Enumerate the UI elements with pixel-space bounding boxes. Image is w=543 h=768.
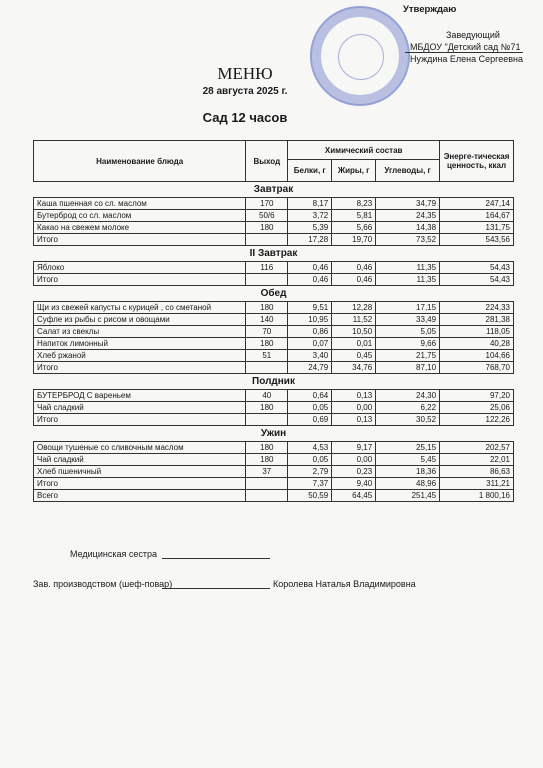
table-row bbox=[34, 338, 514, 350]
approval-name: Нуждина Елена Сергеевна bbox=[410, 54, 523, 64]
chef-label: Зав. производством (шеф-повар) bbox=[33, 579, 173, 589]
section-title: Ужин bbox=[34, 426, 514, 442]
col-chem: Химический состав bbox=[288, 141, 440, 160]
cell: 17,15 bbox=[376, 302, 440, 314]
cell: 40 bbox=[246, 390, 288, 402]
cell: 0,46 bbox=[332, 274, 376, 286]
cell: 9,51 bbox=[288, 302, 332, 314]
cell: Итого bbox=[34, 234, 246, 246]
cell bbox=[246, 274, 288, 286]
cell: 25,06 bbox=[440, 402, 514, 414]
cell: 54,43 bbox=[440, 262, 514, 274]
cell: 24,30 bbox=[376, 390, 440, 402]
cell: Суфле из рыбы с рисом и овощами bbox=[34, 314, 246, 326]
cell: 768,70 bbox=[440, 362, 514, 374]
cell: 180 bbox=[246, 442, 288, 454]
cell: 70 bbox=[246, 326, 288, 338]
cell: 170 bbox=[246, 198, 288, 210]
table-row bbox=[34, 262, 514, 274]
cell: 543,56 bbox=[440, 234, 514, 246]
cell: 19,70 bbox=[332, 234, 376, 246]
cell: 104,66 bbox=[440, 350, 514, 362]
cell: Каша пшенная со сл. маслом bbox=[34, 198, 246, 210]
table-row bbox=[34, 302, 514, 314]
cell: 50,59 bbox=[288, 490, 332, 502]
cell: 21,75 bbox=[376, 350, 440, 362]
cell: 9,40 bbox=[332, 478, 376, 490]
cell bbox=[246, 414, 288, 426]
cell: 1 800,16 bbox=[440, 490, 514, 502]
cell: 50/6 bbox=[246, 210, 288, 222]
menu-date: 28 августа 2025 г. bbox=[202, 86, 288, 97]
cell: 0,01 bbox=[332, 338, 376, 350]
cell: 34,76 bbox=[332, 362, 376, 374]
cell: 37 bbox=[246, 466, 288, 478]
cell: Яблоко bbox=[34, 262, 246, 274]
cell: 5,45 bbox=[376, 454, 440, 466]
cell: 0,00 bbox=[332, 402, 376, 414]
cell: 3,40 bbox=[288, 350, 332, 362]
table-row bbox=[34, 442, 514, 454]
cell: 180 bbox=[246, 222, 288, 234]
table-row bbox=[34, 222, 514, 234]
cell: Щи из свежей капусты с курицей , со сметаной bbox=[34, 302, 246, 314]
cell: 17,28 bbox=[288, 234, 332, 246]
cell: 0,07 bbox=[288, 338, 332, 350]
cell: 54,43 bbox=[440, 274, 514, 286]
cell: 0,69 bbox=[288, 414, 332, 426]
cell: 0,46 bbox=[332, 262, 376, 274]
total-row bbox=[34, 478, 514, 490]
total-row bbox=[34, 414, 514, 426]
cell: Итого bbox=[34, 362, 246, 374]
total-row bbox=[34, 274, 514, 286]
page-title: МЕНЮ bbox=[217, 64, 273, 83]
table-row bbox=[34, 326, 514, 338]
section-header bbox=[34, 182, 514, 198]
cell: 12,28 bbox=[332, 302, 376, 314]
cell: 0,13 bbox=[332, 390, 376, 402]
nurse-signature-line bbox=[162, 548, 270, 559]
cell: 180 bbox=[246, 402, 288, 414]
cell: 6,22 bbox=[376, 402, 440, 414]
cell: 30,52 bbox=[376, 414, 440, 426]
cell: 11,52 bbox=[332, 314, 376, 326]
cell: 202,57 bbox=[440, 442, 514, 454]
grand-total-row bbox=[34, 490, 514, 502]
cell: Всего bbox=[34, 490, 246, 502]
cell: 51 bbox=[246, 350, 288, 362]
cell: 14,38 bbox=[376, 222, 440, 234]
cell: 0,64 bbox=[288, 390, 332, 402]
cell: 251,45 bbox=[376, 490, 440, 502]
cell: Итого bbox=[34, 414, 246, 426]
cell: 87,10 bbox=[376, 362, 440, 374]
cell: 48,96 bbox=[376, 478, 440, 490]
cell: Итого bbox=[34, 478, 246, 490]
cell: 24,35 bbox=[376, 210, 440, 222]
table-row bbox=[34, 198, 514, 210]
cell: 164,67 bbox=[440, 210, 514, 222]
cell: 5,66 bbox=[332, 222, 376, 234]
cell: 73,52 bbox=[376, 234, 440, 246]
cell: Какао на свежем молоке bbox=[34, 222, 246, 234]
table-row bbox=[34, 454, 514, 466]
cell: 24,79 bbox=[288, 362, 332, 374]
cell: 86,63 bbox=[440, 466, 514, 478]
cell: 40,28 bbox=[440, 338, 514, 350]
cell: 0,00 bbox=[332, 454, 376, 466]
cell: 0,05 bbox=[288, 454, 332, 466]
cell bbox=[246, 490, 288, 502]
cell: 122,26 bbox=[440, 414, 514, 426]
total-row bbox=[34, 362, 514, 374]
col-carbs: Углеводы, г bbox=[376, 160, 440, 182]
approval-position: Заведующий bbox=[446, 30, 500, 40]
nurse-label: Медицинская сестра bbox=[70, 549, 157, 559]
section-title: Обед bbox=[34, 286, 514, 302]
section-title: Полдник bbox=[34, 374, 514, 390]
total-row bbox=[34, 234, 514, 246]
cell: 7,37 bbox=[288, 478, 332, 490]
cell: 4,53 bbox=[288, 442, 332, 454]
cell: Овощи тушеные со сливочным маслом bbox=[34, 442, 246, 454]
section-header bbox=[34, 286, 514, 302]
section-title: Завтрак bbox=[34, 182, 514, 198]
cell: 5,39 bbox=[288, 222, 332, 234]
table-row bbox=[34, 314, 514, 326]
cell: 180 bbox=[246, 454, 288, 466]
cell: 9,66 bbox=[376, 338, 440, 350]
cell: 180 bbox=[246, 302, 288, 314]
cell: Итого bbox=[34, 274, 246, 286]
cell: 9,17 bbox=[332, 442, 376, 454]
section-title: II Завтрак bbox=[34, 246, 514, 262]
chef-signature-line bbox=[162, 578, 270, 589]
cell: 281,38 bbox=[440, 314, 514, 326]
cell: 64,45 bbox=[332, 490, 376, 502]
section-header bbox=[34, 426, 514, 442]
cell: Салат из свеклы bbox=[34, 326, 246, 338]
cell: БУТЕРБРОД С вареньем bbox=[34, 390, 246, 402]
cell: Чай сладкий bbox=[34, 402, 246, 414]
col-output: Выход bbox=[246, 141, 288, 182]
approval-org: МБДОУ "Детский сад №71 bbox=[410, 42, 521, 52]
cell: 18,36 bbox=[376, 466, 440, 478]
table-row bbox=[34, 466, 514, 478]
cell: 25,15 bbox=[376, 442, 440, 454]
cell: 2,79 bbox=[288, 466, 332, 478]
cell: 34,79 bbox=[376, 198, 440, 210]
cell: 10,50 bbox=[332, 326, 376, 338]
col-dish: Наименование блюда bbox=[34, 141, 246, 182]
cell: Бутерброд со сл. маслом bbox=[34, 210, 246, 222]
cell bbox=[246, 478, 288, 490]
cell: 97,20 bbox=[440, 390, 514, 402]
cell: 131,75 bbox=[440, 222, 514, 234]
cell: 247,14 bbox=[440, 198, 514, 210]
cell: 0,46 bbox=[288, 262, 332, 274]
cell: 5,05 bbox=[376, 326, 440, 338]
cell: 11,35 bbox=[376, 262, 440, 274]
table-row bbox=[34, 350, 514, 362]
cell: 140 bbox=[246, 314, 288, 326]
cell bbox=[246, 234, 288, 246]
cell: 0,05 bbox=[288, 402, 332, 414]
col-energy: Энерге-тическая ценность, ккал bbox=[440, 141, 514, 182]
cell: 116 bbox=[246, 262, 288, 274]
cell: 0,86 bbox=[288, 326, 332, 338]
table-row bbox=[34, 402, 514, 414]
cell: 311,21 bbox=[440, 478, 514, 490]
menu-table bbox=[33, 140, 514, 502]
cell: 5,81 bbox=[332, 210, 376, 222]
cell: Хлеб пшеничный bbox=[34, 466, 246, 478]
cell: 33,49 bbox=[376, 314, 440, 326]
cell: Напиток лимонный bbox=[34, 338, 246, 350]
cell: 22,01 bbox=[440, 454, 514, 466]
chef-name: Королева Наталья Владимировна bbox=[273, 579, 416, 589]
cell: 0,45 bbox=[332, 350, 376, 362]
group-name: Сад 12 часов bbox=[202, 110, 288, 125]
cell: 8,23 bbox=[332, 198, 376, 210]
cell: 0,46 bbox=[288, 274, 332, 286]
approval-line bbox=[405, 52, 523, 53]
section-header bbox=[34, 374, 514, 390]
cell: Хлеб ржаной bbox=[34, 350, 246, 362]
col-protein: Белки, г bbox=[288, 160, 332, 182]
cell bbox=[246, 362, 288, 374]
official-stamp bbox=[310, 6, 410, 106]
cell: 3,72 bbox=[288, 210, 332, 222]
cell: 224,33 bbox=[440, 302, 514, 314]
section-header bbox=[34, 246, 514, 262]
col-fat: Жиры, г bbox=[332, 160, 376, 182]
cell: 10,95 bbox=[288, 314, 332, 326]
approval-title: Утверждаю bbox=[403, 4, 457, 15]
cell: 0,13 bbox=[332, 414, 376, 426]
table-row bbox=[34, 390, 514, 402]
cell: 0,23 bbox=[332, 466, 376, 478]
cell: 8,17 bbox=[288, 198, 332, 210]
table-row bbox=[34, 210, 514, 222]
cell: 180 bbox=[246, 338, 288, 350]
cell: Чай сладкий bbox=[34, 454, 246, 466]
cell: 11,35 bbox=[376, 274, 440, 286]
cell: 118,05 bbox=[440, 326, 514, 338]
